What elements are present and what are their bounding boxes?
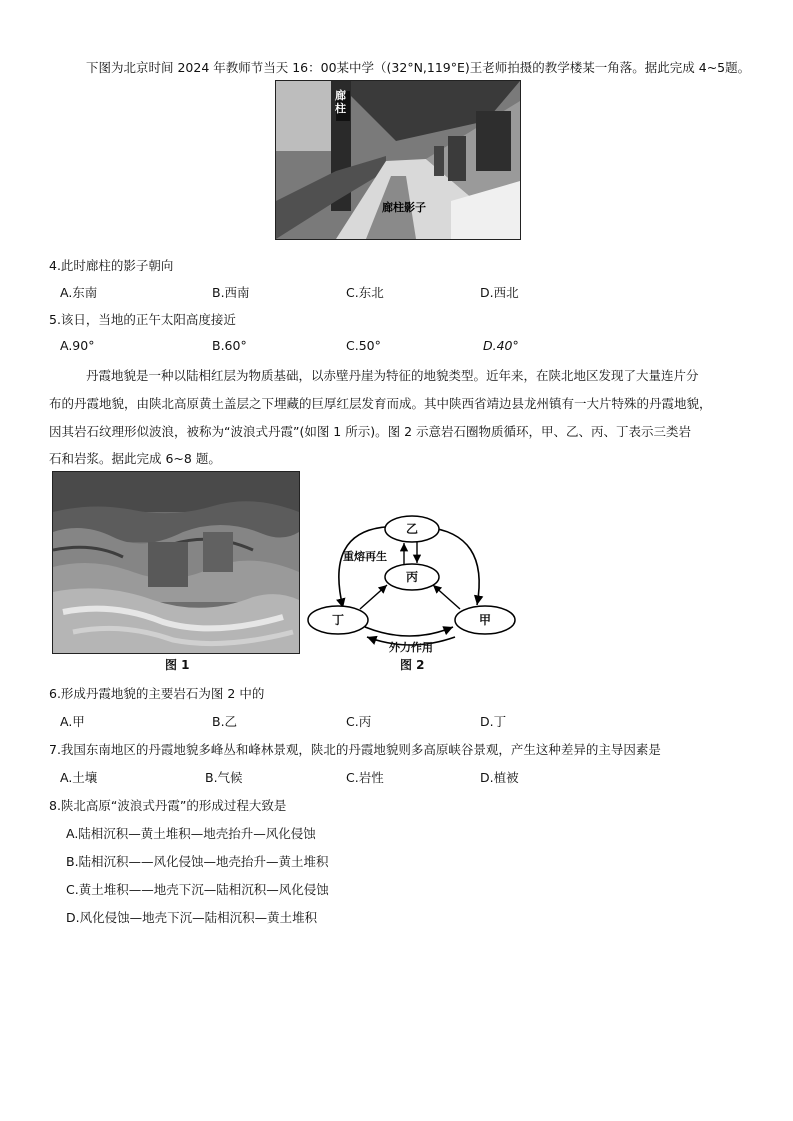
danxia-photo-drawing	[53, 472, 299, 653]
external-force-label: 外力作用	[389, 641, 433, 654]
danxia-photo	[52, 471, 300, 654]
passage-line-3: 因其岩石纹理形似波浪，被称为“波浪式丹霞”(如图 1 所示)。图 2 示意岩石圈物质循环，甲、乙、丙、丁表示三类岩	[49, 424, 692, 439]
shadow-label: 廊柱影子	[382, 201, 426, 214]
q4-stem: 4.此时廊柱的影子朝向	[49, 258, 174, 273]
pillar-label: 廊柱	[335, 89, 346, 115]
q7-option-b[interactable]: B.气候	[205, 770, 243, 785]
q6-stem: 6.形成丹霞地貌的主要岩石为图 2 中的	[49, 686, 265, 701]
q6-option-b[interactable]: B.乙	[212, 714, 238, 729]
q8-option-b[interactable]: B.陆相沉积——风化侵蚀—地壳抬升—黄土堆积	[66, 854, 329, 869]
q5-option-c[interactable]: C.50°	[346, 338, 381, 353]
figure1-caption: 图 1	[165, 658, 190, 672]
q5-option-b[interactable]: B.60°	[212, 338, 247, 353]
q8-stem: 8.陕北高原“波浪式丹霞”的形成过程大致是	[49, 798, 287, 813]
node-bing-label: 丙	[406, 570, 419, 584]
q7-option-a[interactable]: A.土壤	[60, 770, 98, 785]
q8-option-d[interactable]: D.风化侵蚀—地壳下沉—陆相沉积—黄土堆积	[66, 910, 318, 925]
passage-line-2: 布的丹霞地貌，由陕北高原黄土盖层之下埋藏的巨厚红层发育而成。其中陕西省靖边县龙州镇有一大片特殊的丹霞地貌，	[49, 396, 712, 411]
q8-option-c[interactable]: C.黄土堆积——地壳下沉—陆相沉积—风化侵蚀	[66, 882, 329, 897]
remelt-label: 重熔再生	[343, 550, 387, 563]
q6-option-c[interactable]: C.丙	[346, 714, 372, 729]
q5-option-d[interactable]: D.40°	[483, 338, 519, 353]
node-yi-label: 乙	[406, 522, 419, 536]
q7-option-c[interactable]: C.岩性	[346, 770, 384, 785]
passage-line-4: 石和岩浆。据此完成 6~8 题。	[49, 451, 221, 466]
q6-option-a[interactable]: A.甲	[60, 714, 85, 729]
q4-option-d[interactable]: D.西北	[480, 285, 519, 300]
q6-option-d[interactable]: D.丁	[480, 714, 507, 729]
q8-option-a[interactable]: A.陆相沉积—黄土堆积—地壳抬升—风化侵蚀	[66, 826, 316, 841]
q7-option-d[interactable]: D.植被	[480, 770, 519, 785]
q4-option-b[interactable]: B.西南	[212, 285, 250, 300]
q7-stem: 7.我国东南地区的丹霞地貌多峰丛和峰林景观，陕北的丹霞地貌则多高原峡谷景观，产生这种差异的主导因素是	[49, 742, 661, 757]
intro-text: 下图为北京时间 2024 年教师节当天 16：00某中学（(32°N,119°E)王老师拍摄的教学楼某一角落。据此完成 4~5题。	[86, 60, 751, 75]
q5-option-a[interactable]: A.90°	[60, 338, 95, 353]
q5-stem: 5.该日，当地的正午太阳高度接近	[49, 312, 236, 327]
figure2-caption: 图 2	[400, 658, 425, 672]
node-ding-label: 丁	[332, 613, 345, 627]
passage-line-1: 丹霞地貌是一种以陆相红层为物质基础，以赤壁丹崖为特征的地貌类型。近年来，在陕北地区发现了大量连片分	[86, 368, 699, 383]
corridor-photo-drawing	[276, 81, 520, 239]
node-jia-label: 甲	[479, 613, 492, 627]
rock-cycle-diagram	[305, 513, 520, 663]
q4-option-c[interactable]: C.东北	[346, 285, 384, 300]
corridor-photo	[275, 80, 521, 240]
q4-option-a[interactable]: A.东南	[60, 285, 98, 300]
